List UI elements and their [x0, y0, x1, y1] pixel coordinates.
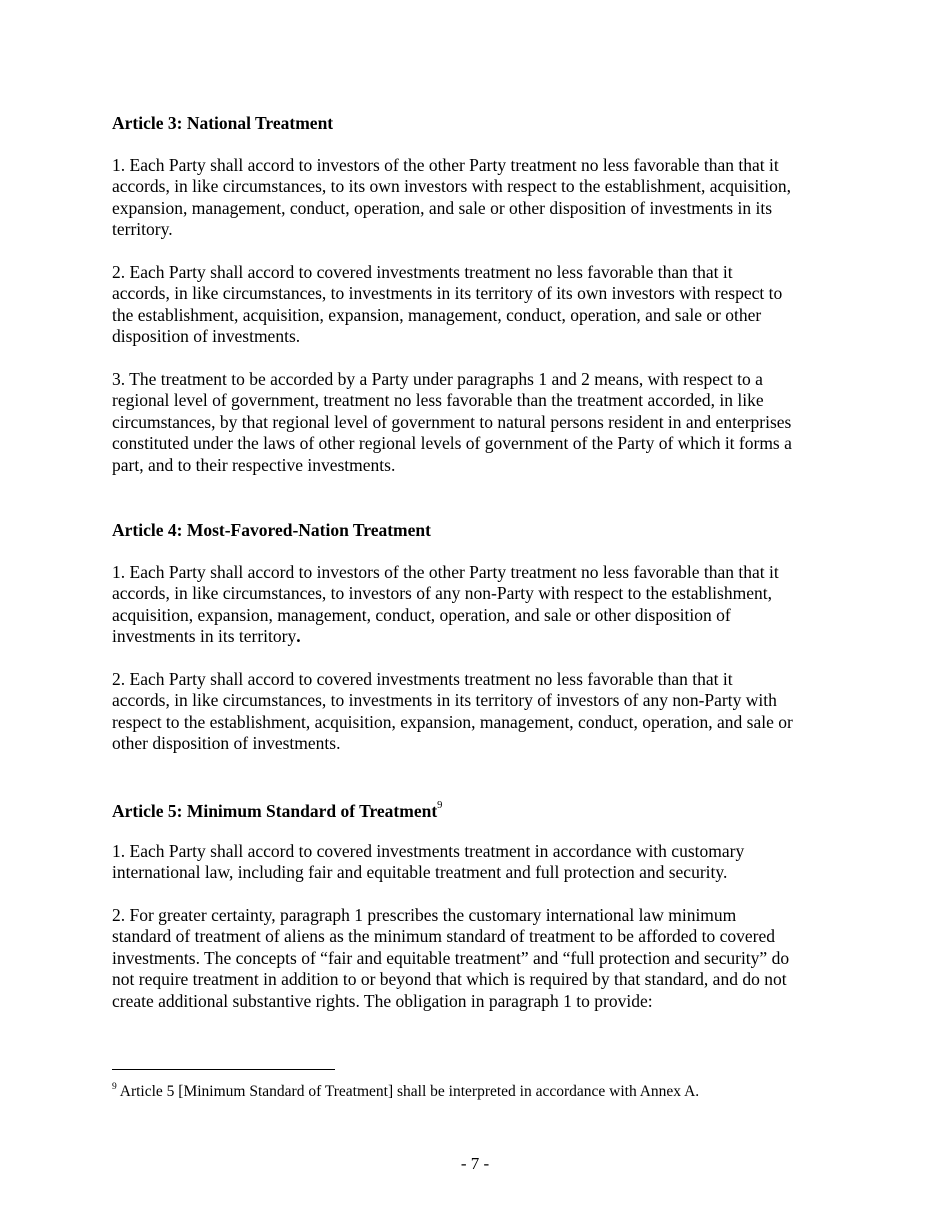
article-4-paragraph-2: 2. Each Party shall accord to covered investments treatment no less favorable than that it accords, in like circumstances, to investments in its territory of investors of any non-Party with respect to the establishment, acquisition, expansion, management, conduct, operation, and sale or other disposition of investments. [112, 669, 793, 754]
article-3-paragraph-2: 2. Each Party shall accord to covered investments treatment no less favorable than that it accords, in like circumstances, to investments in its territory of its own investors with respect to the establishment, acquisition, expansion, management, conduct, operation, and sale or other disposition of investments. [112, 262, 783, 347]
article-5-heading: Article 5: Minimum Standard of Treatment$^9$ [112, 800, 443, 821]
page-number: - 7 - [460, 1154, 490, 1173]
article-3-heading: Article 3: National Treatment [112, 113, 334, 133]
article-4-heading: Article 4: Most-Favored-Nation Treatment [112, 520, 431, 540]
article-3-paragraph-3: 3. The treatment to be accorded by a Party under paragraphs 1 and 2 means, with respect to a regional level of government, treatment no less favorable than the treatment accorded, in like circumstances, by that regional level of government to natural persons resident in and enterprises constituted under the laws of other regional levels of government of the Party of which it forms a part, and to their respective investments. [112, 369, 792, 475]
article-4-paragraph-1: 1. Each Party shall accord to investors of the other Party treatment no less favorable than that it accords, in like circumstances, to investors of any non-Party with respect to the establishment, acquisition, expansion, management, conduct, operation, and sale or other disposition of investments in its territory. [112, 562, 779, 647]
article-5-paragraph-1: 1. Each Party shall accord to covered investments treatment in accordance with customary international law, including fair and equitable treatment and full protection and security. [112, 841, 745, 883]
footnote-9 [112, 1078, 699, 1102]
footnote-text: Article 5 [Minimum Standard of Treatment] shall be interpreted in accordance with Annex A. [116, 1083, 700, 1101]
footnote-number: 9 [112, 1082, 117, 1092]
article-5-paragraph-2: 2. For greater certainty, paragraph 1 prescribes the customary international law minimum standard of treatment of aliens as the minimum standard of treatment to be afforded to covered investments. The concepts of “fair and equitable treatment” and “full protection and security” do not require treatment in addition to or beyond that which is required by that standard, and do not create additional substantive rights. The obligation in paragraph 1 to provide: [112, 905, 790, 1011]
footnote-reference: 9 [437, 800, 443, 811]
article-3-paragraph-1: 1. Each Party shall accord to investors of the other Party treatment no less favorable than that it accords, in like circumstances, to its own investors with respect to the establishment, acquisition, expansion, management, conduct, operation, and sale or other disposition of investments in its territory. [112, 155, 791, 240]
footnote-separator [112, 1069, 335, 1070]
